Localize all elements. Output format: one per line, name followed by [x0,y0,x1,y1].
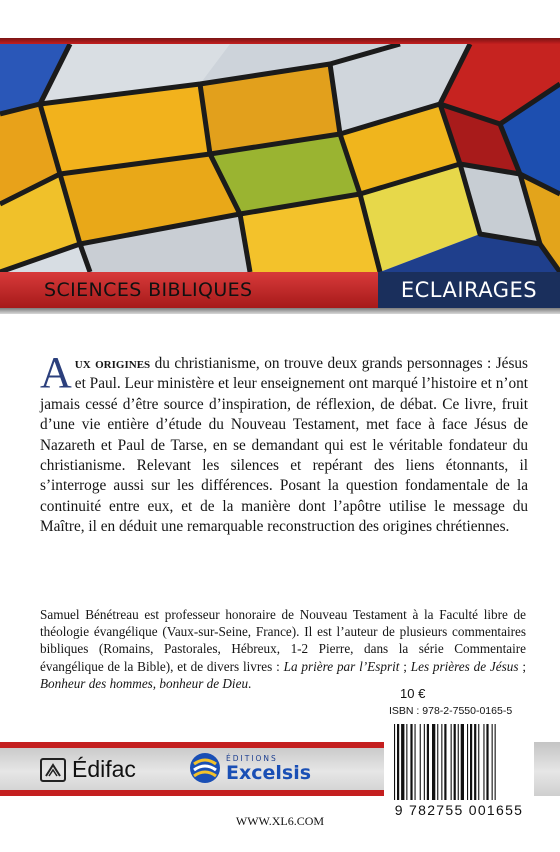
barcode [384,720,534,826]
barcode-bar [427,724,429,800]
barcode-bar [454,724,456,800]
barcode-bar [432,724,435,800]
book-description [40,348,529,538]
edifac-name: Édifac [72,756,136,782]
barcode-bar [478,724,479,800]
barcode-bar [474,724,476,800]
barcode-bar [415,724,416,800]
barcode-bar [444,724,446,800]
barcode-bar [467,724,468,800]
barcode-bar [410,724,412,800]
barcode-bar [437,724,438,800]
stained-glass-image [0,44,560,272]
bio-title-1: La prière par l’Esprit [283,658,400,674]
barcode-bar [451,724,452,800]
bio-text: Samuel Bénétreau est professeur honoraire de Nouveau Testament à la Faculté libre de théologie évangélique (Vaux-sur-Seine, France). Il est l’auteur de plusieurs commentaires bibliques (Romains, Pastorales, Hébreux, 1-2 Pierre, dans la série Commentaire évangélique de la Bible), et de divers livres : [40,607,526,674]
bio-end: . [248,675,252,691]
website-url: WWW.XL6.COM [235,814,325,828]
barcode-bar [495,724,496,800]
publisher-band-top-stripe [0,742,388,748]
barcode-bar [486,724,488,800]
barcode-bar [406,724,407,800]
description-text: du christianisme, on trouve deux grands personnages : Jésus et Paul. Leur ministère et leur enseignement ont marqué l’histoire et n’ont jamais cessé d’être source d’inspiration, de réflexion, de débat. Ce livre, fruit d’une vie entière d’étude du Nouveau Testament, met face à face Jésus de Nazareth et Paul de Tarse, en se demandant qui est le véritable fondateur du christianisme. Relevant les silences et repérant des liens étonnants, il s’interroge aussi sur les différences. Posant la question fondamentale de la continuité entre eux, et de la manière dont l’apôtre utilise le message du Maître, il en déduit une remarquable reconstruction des origines chrétiennes. [40,355,529,536]
bio-title-3: Bonheur des hommes, bonheur de Dieu [40,675,249,691]
excelsis-editions-label: ÉDITIONS [226,753,278,763]
barcode-bar [397,724,399,800]
barcode-bar [441,724,442,800]
stained-glass-illustration [0,44,560,272]
drop-cap: A [40,348,72,397]
barcode-bar [483,724,484,800]
series-label-eclairages: ECLAIRAGES [378,272,560,308]
excelsis-logo [188,752,311,784]
price: 10 € [400,686,426,701]
barcode-bar [458,724,459,800]
series-band-shadow [0,308,560,314]
excelsis-logo-icon [188,752,222,784]
barcode-bar [470,724,472,800]
barcode-bars [392,724,526,802]
edifac-logo-icon [40,758,66,782]
barcode-bar [401,724,404,800]
description-lead: ux origines [74,355,151,372]
bio-separator-1: ; [399,658,411,674]
isbn: ISBN : 978-2-7550-0165-5 [389,705,513,717]
barcode-bar [420,724,421,800]
barcode-digits: 9 782755 001655 [394,802,524,818]
barcode-bar [424,724,425,800]
edifac-logo [40,756,136,783]
series-label-sciences-bibliques: SCIENCES BIBLIQUES [44,279,253,301]
barcode-bar [461,724,464,800]
bio-title-2: Les prières de Jésus [410,658,519,674]
barcode-bar [492,724,493,800]
barcode-bar [394,724,395,800]
bio-separator-2: ; [518,658,526,674]
excelsis-name: Excelsis [226,761,312,784]
publisher-band-bottom-stripe [0,790,388,796]
author-bio [40,606,526,692]
